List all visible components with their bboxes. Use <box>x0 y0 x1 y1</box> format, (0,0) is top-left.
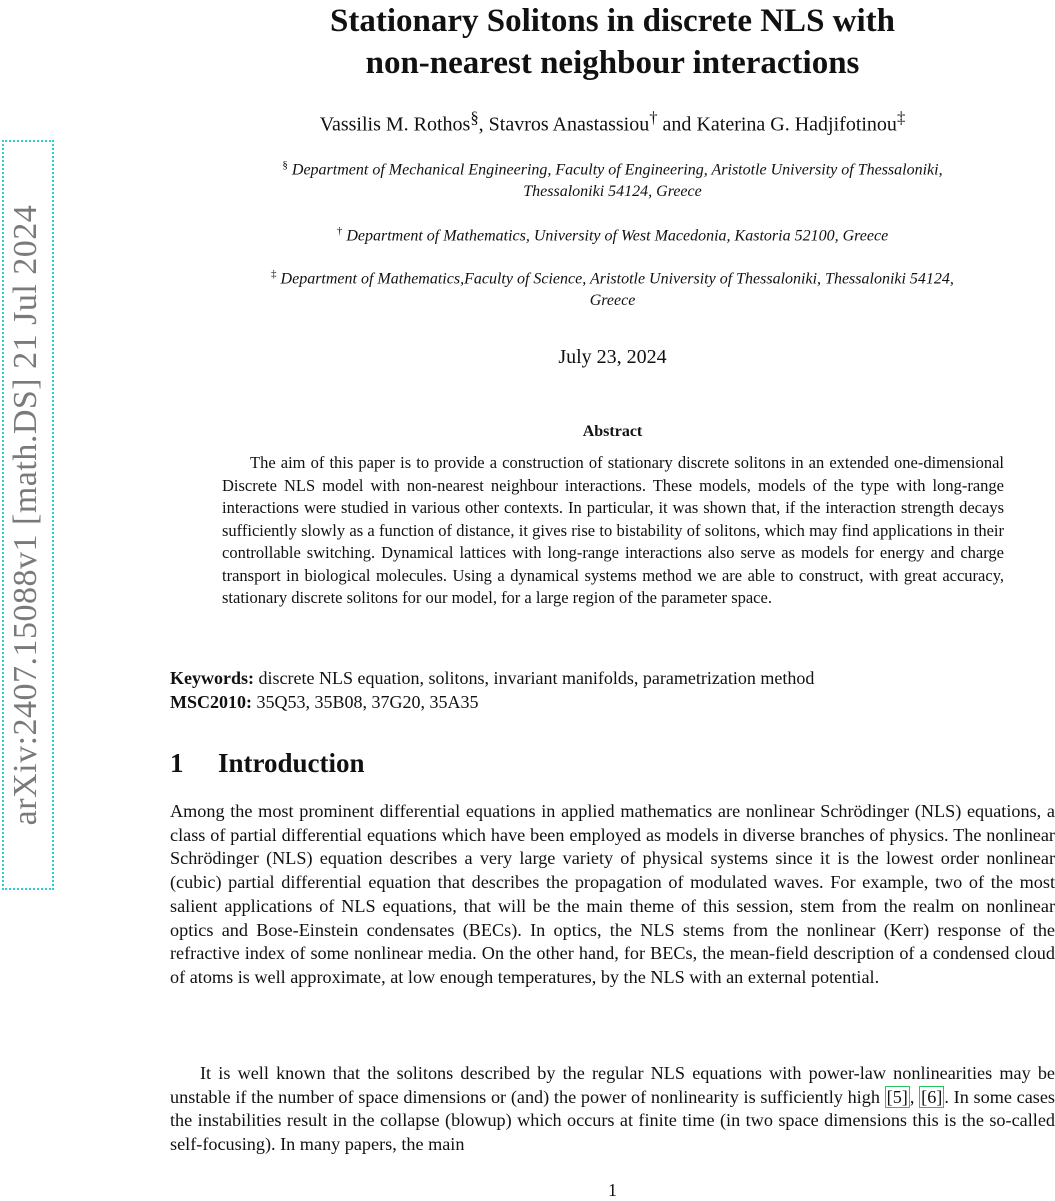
author-rothos: Vassilis M. Rothos <box>319 113 471 136</box>
abstract-text: The aim of this paper is to provide a construction of stationary discrete solitons in an extended one-dimensional Discrete NLS model with non-nearest neighbour interactions. These models, models of the type with long-range interactions were studied in various other contexts. In particular, it was shown that, if the interaction strength decays sufficiently slowly as a function of distance, it gives rise to bistability of solitons, which may find applications in their controllable switching. Dynamical lattices with long-range interactions also serve as models for energy and charge transport in biological molecules. Using a dynamical systems method we are able to construct, with great accuracy, stationary discrete solitons for our model, for a large region of the parameter space. <box>222 453 1004 607</box>
author-list: Vassilis M. Rothos§, Stavros Anastassiou† and Katerina G. Hadjifotinou‡ <box>319 108 906 136</box>
affiliation-mechanical-engineering: § Department of Mechanical Engineering, Faculty of Engineering, Aristotle University of Thessaloniki, Thessaloniki 54124, Greece <box>282 159 943 201</box>
section-title: Introduction <box>218 748 365 778</box>
msc-label: MSC2010: <box>170 692 252 712</box>
keywords-line <box>170 666 1055 690</box>
affiliation-west-macedonia: † Department of Mathematics, University of West Macedonia, Kastoria 52100, Greece <box>336 225 889 245</box>
author-anastassiou: Stavros Anastassiou <box>488 113 650 136</box>
author-mark: § <box>470 108 479 127</box>
intro-paragraph-1: Among the most prominent differential equations in applied mathematics are nonlinear Schrödinger (NLS) equations, a class of partial differential equations which have been employed as models in diverse branches of physics. The nonlinear Schrödinger (NLS) equation describes a very large variety of physical systems since it is the lowest order nonlinear (cubic) partial differential equation that describes the propagation of modulated waves. For example, two of the most salient applications of NLS equations, that will be the main theme of this session, stem from the realm on nonlinear optics and Bose-Einstein condensates (BECs). In optics, the NLS stems from the nonlinear (Kerr) response of the refractive index of some nonlinear media. On the other hand, for BECs, the mean-field description of a condensed cloud of atoms is well approximate, at low enough temperatures, by the NLS with an external potential. <box>170 801 1055 987</box>
arxiv-identifier: arXiv:2407.15088v1 [math.DS] 21 Jul 2024 <box>7 204 44 826</box>
intro-paragraph-2: It is well known that the solitons described by the regular NLS equations with power-law nonlinearities may be unstable if the number of space dimensions or (and) the power of nonlinearity is sufficiently high [5] , [6] . In some cases the instabilities result in the collapse (blowup) which occurs at finite time (in two space dimensions this is the so-called self-focusing). In many papers, the main <box>170 1063 1055 1155</box>
author-hadjifotinou: Katerina G. Hadjifotinou <box>696 113 897 136</box>
citation-link-6[interactable]: [6] <box>921 1086 943 1107</box>
author-mark: ‡ <box>896 108 906 127</box>
abstract-heading: Abstract <box>582 423 643 440</box>
title-line-1: Stationary Solitons in discrete NLS with <box>329 3 896 39</box>
paper-date: July 23, 2024 <box>558 346 667 368</box>
author-mark: † <box>649 108 658 127</box>
citation-link-5[interactable]: [5] <box>886 1086 908 1107</box>
msc-text: 35Q53, 35B08, 37G20, 35A35 <box>256 692 479 712</box>
keywords-text: discrete NLS equation, solitons, invariant manifolds, parametrization method <box>258 668 815 688</box>
affiliation-mathematics-auth: ‡ Department of Mathematics,Faculty of Science, Aristotle University of Thessaloniki, Thessaloniki 54124, Greece <box>271 268 954 310</box>
paper-title <box>170 0 1055 84</box>
msc-line <box>170 690 1055 714</box>
page-number: 1 <box>608 1180 617 1200</box>
title-line-2: non-nearest neighbour interactions <box>365 45 860 81</box>
section-heading-introduction <box>170 748 365 779</box>
section-number: 1 <box>170 748 184 778</box>
keywords-label: Keywords: <box>170 668 254 688</box>
